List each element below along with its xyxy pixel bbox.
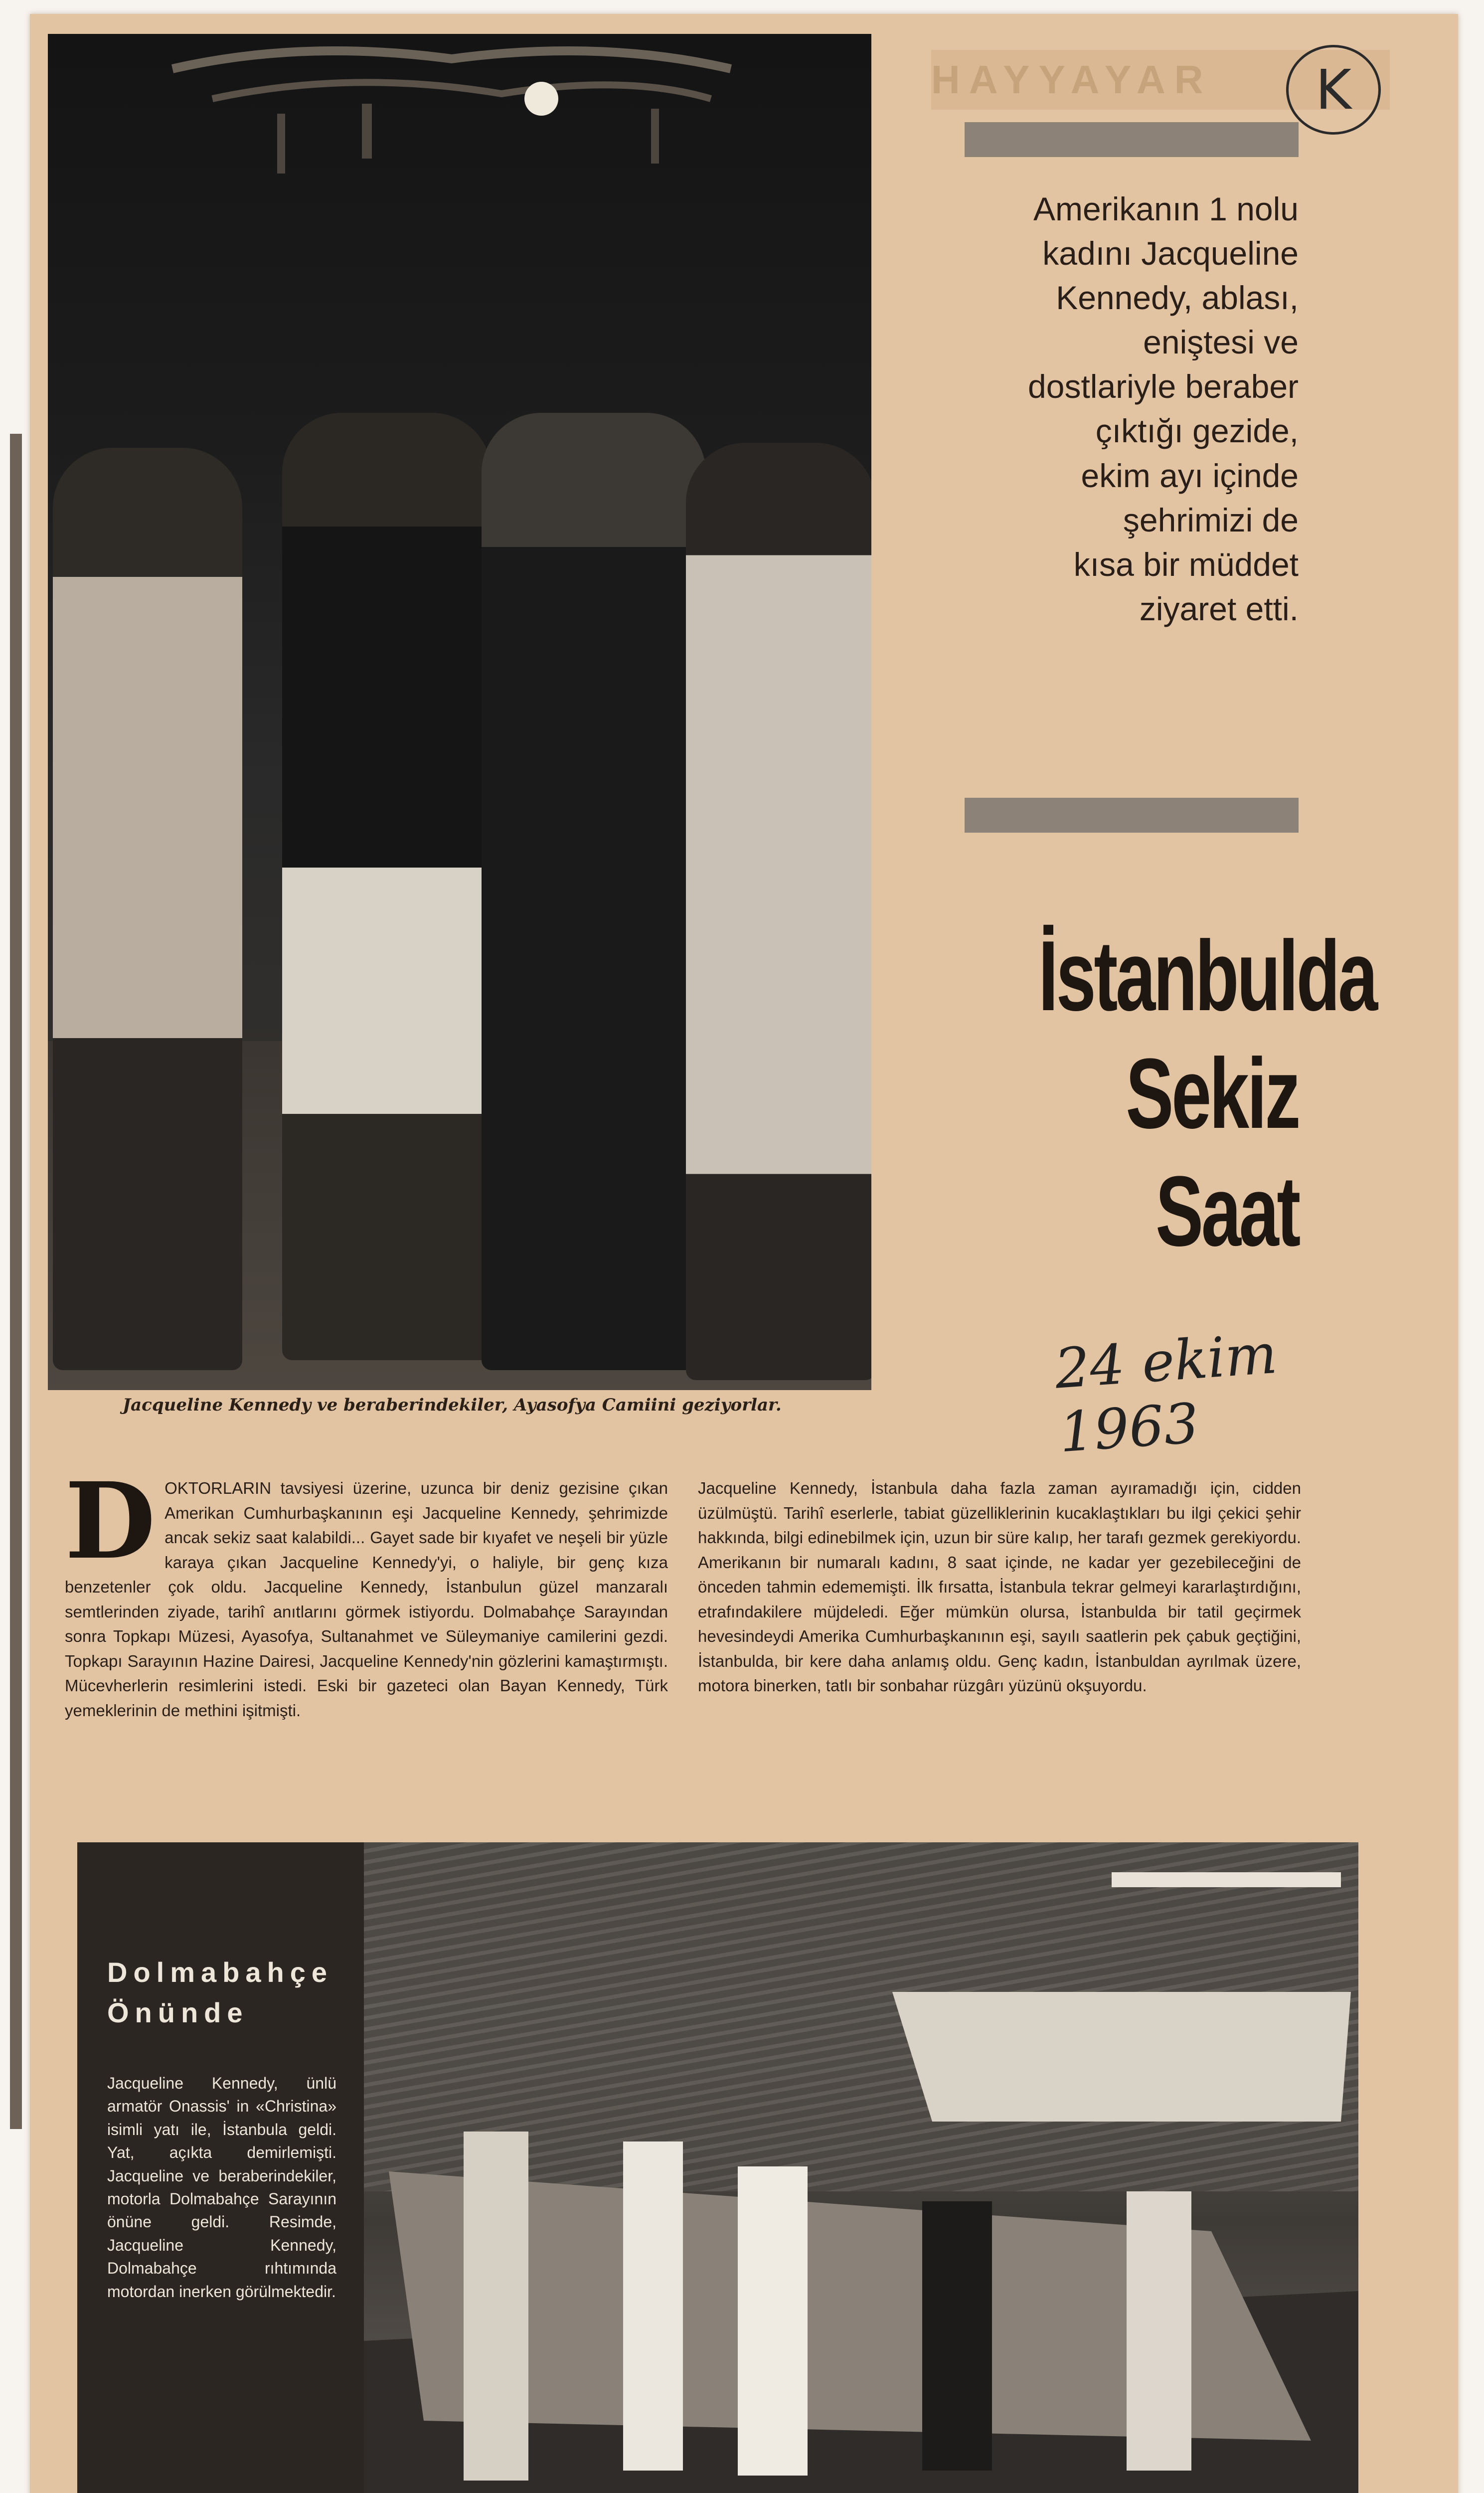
divider-bar-top	[965, 122, 1299, 157]
photo-ayasofya-visit	[48, 34, 871, 1390]
article-column-2	[698, 1476, 1301, 1810]
scan-edge	[10, 434, 22, 2129]
top-strip: HAYYAYAR	[931, 50, 1390, 110]
woman-left-figure	[53, 448, 242, 1370]
headline-line: Sekiz	[1126, 1038, 1299, 1149]
photo-caption: Jacqueline Kennedy ve beraberindekiler, Ayasofya Camiini geziyorlar.	[123, 1395, 782, 1415]
headline	[1038, 917, 1376, 1270]
box-title: Dolmabahçe Önünde	[107, 1957, 333, 2029]
photo-dolmabahce	[364, 1842, 1358, 2493]
man-figure	[482, 413, 706, 1370]
chandelier-icon	[153, 39, 751, 198]
handwritten-date: 24 ekim 1963	[1052, 1321, 1279, 1465]
corner-mark: K	[1286, 45, 1381, 135]
article-text-1: OKTORLARIN tavsiyesi üzerine, uzunca bir deniz gezisine çıkan Amerikan Cumhurbaşkanının eşi Jacqueline Kennedy, şehrimizde ancak sekiz saat kalabildi... Gayet sade bir kıyafet ve neşeli bir yüzle karaya çıkan Jacqueline Kennedy'yi, o haliyle, bir genç kıza benzetenler çok oldu. Jacqueline Kennedy, İstanbulun güzel manzaralı semtlerinden ziyade, tarihî anıtlarını görmek istiyordu. Dolmabahçe Sarayından sonra Topkapı Müzesi, Ayasofya, Sultanahmet ve Süleymaniye camilerini gezdi. Topkapı Sarayının Hazine Dairesi, Jacqueline Kennedy'nin gözlerini kamaştırmıştı. Mücevherlerin resimlerini istedi. Eski bir gazeteci olan Bayan Kennedy, Türk yemeklerinin de methini işitmişti.	[65, 1479, 668, 1720]
article-text-2: Jacqueline Kennedy, İstanbula daha fazla zaman ayıramadığı için, cidden üzülmüştü. Tarihî eserlerle, tabiat güzelliklerinin kucaklaştıkları bu ilgi çekici şehir hakkında, bilgi edinebilmek için, uzun bir süre kalıp, her tarafı gezmek gerekiyordu. Amerikanın bir numaralı kadını, 8 saat içinde, ne kadar yer gezebileceğini de önceden tahmin edememişti. İlk fırsatta, İstanbula tekrar gelmeyi kararlaştırdığını, etrafındakilere müjdeledi. Eğer mümkün olursa, İstanbulda bir tatil geçirmek hevesindeydi Amerika Cumhurbaşkanının eşi, sayılı saatlerin pek çabuk geçtiğini, İstanbulda, bir kere daha anlamış oldu. Genç kadın, İstanbuldan ayrılmak üzere, motora binerken, tatlı bir sonbahar rüzgârı yüzünü okşuyordu.	[698, 1479, 1301, 1695]
jacqueline-figure	[282, 413, 492, 1360]
article-column-1	[65, 1459, 668, 1810]
article-body	[65, 1459, 1301, 1810]
drop-cap: D	[65, 1459, 156, 1583]
headline-line: İstanbulda	[1038, 920, 1376, 1032]
woman-right-figure	[686, 443, 871, 1380]
divider-bar-middle	[965, 798, 1299, 833]
headline-line: Saat	[1155, 1156, 1299, 1267]
intro-text: Amerikanın 1 nolu kadını Jacqueline Kennedy, ablası, eniştesi ve dostlariyle beraber çıktığı gezide, ekim ayı içinde şehrimizi de kısa bir müddet ziyaret etti.	[1028, 190, 1299, 627]
sidebar-box	[77, 1842, 364, 2493]
box-text: Jacqueline Kennedy, ünlü armatör Onassis' in «Christina» isimli yatı ile, İstanbula geldi. Yat, açıkta demirlemişti. Jacqueline ve beraberindekiler, motorla Dolmabahçe Sarayının önüne geldi. Resimde, Jacqueline Kennedy, Dolmabahçe rıhtımında motordan inerken görülmektedir.	[107, 2074, 336, 2301]
boat-icon	[364, 1842, 1358, 2493]
